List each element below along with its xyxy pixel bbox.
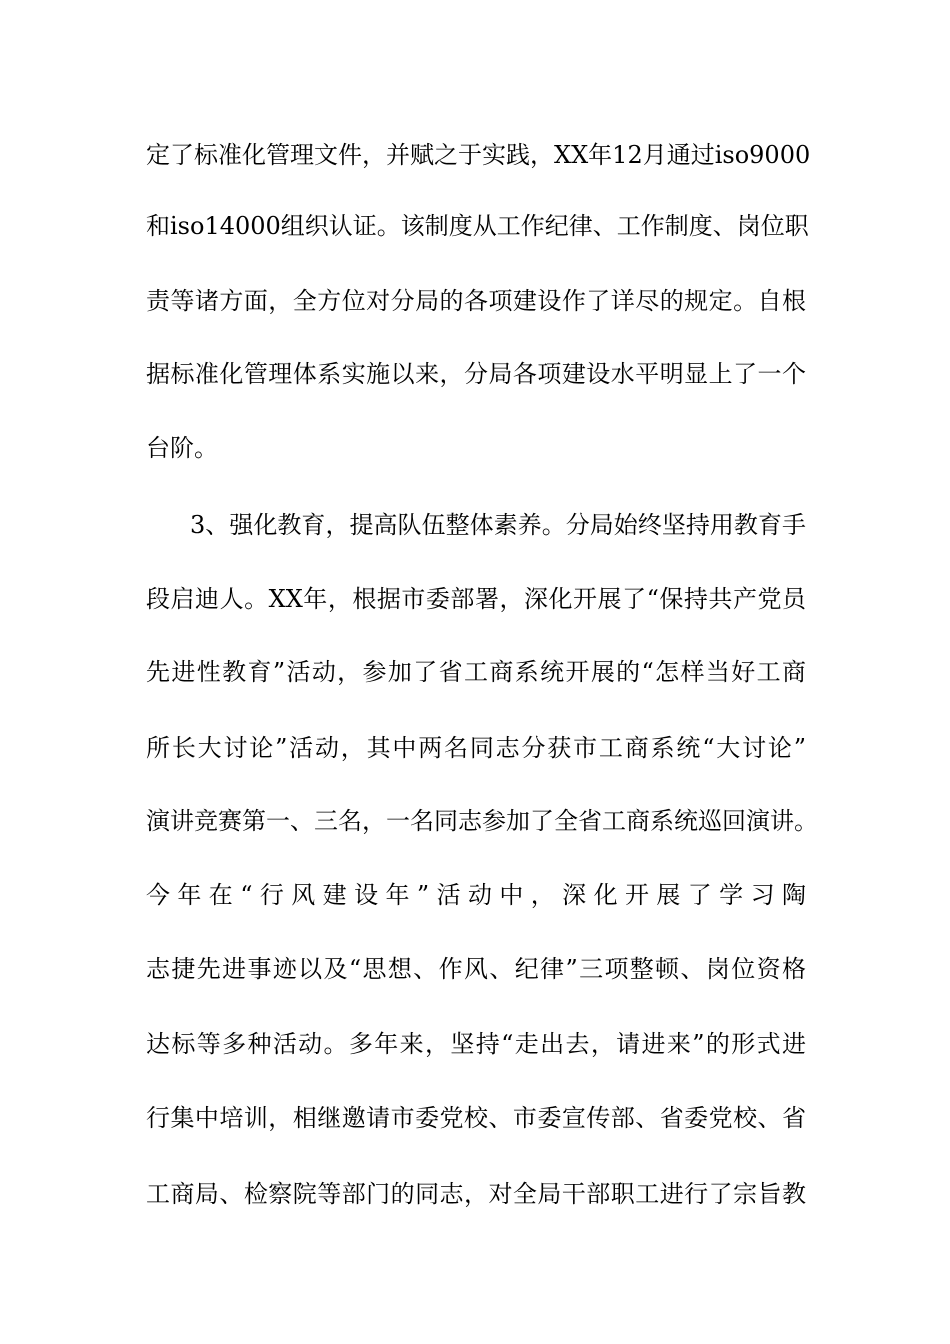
text-line-11: 今年在“行风建设年”活动中，深化开展了学习陶: [146, 881, 806, 909]
text-line-8: 先进性教育”活动，参加了省工商系统开展的“怎样当好工商: [146, 658, 806, 686]
text-line-13: 达标等多种活动。多年来，坚持“走出去，请进来”的形式进: [146, 1030, 806, 1058]
text-line-15: 工商局、检察院等部门的同志，对全局干部职工进行了宗旨教: [146, 1180, 806, 1208]
text-line-4: 据标准化管理体系实施以来，分局各项建设水平明显上了一个: [146, 360, 806, 388]
text-line-1: 定了标准化管理文件，并赋之于实践，XX年12月通过iso9000: [146, 141, 811, 169]
text-line-5: 台阶。: [146, 434, 218, 462]
text-line-10: 演讲竞赛第一、三名，一名同志参加了全省工商系统巡回演讲。: [146, 807, 818, 835]
text-line-9: 所长大讨论”活动，其中两名同志分获市工商系统“大讨论”: [146, 734, 806, 762]
text-line-2: 和iso14000组织认证。该制度从工作纪律、工作制度、岗位职: [146, 212, 809, 240]
text-line-6: 3、强化教育，提高队伍整体素养。分局始终坚持用教育手: [190, 511, 806, 539]
text-line-7: 段启迪人。XX年，根据市委部署，深化开展了“保持共产党员: [146, 585, 806, 613]
text-line-3: 责等诸方面，全方位对分局的各项建设作了详尽的规定。自根: [146, 287, 806, 315]
text-line-12: 志捷先进事迹以及“思想、作风、纪律”三项整顿、岗位资格: [146, 955, 806, 983]
text-line-14: 行集中培训，相继邀请市委党校、市委宣传部、省委党校、省: [146, 1104, 806, 1132]
